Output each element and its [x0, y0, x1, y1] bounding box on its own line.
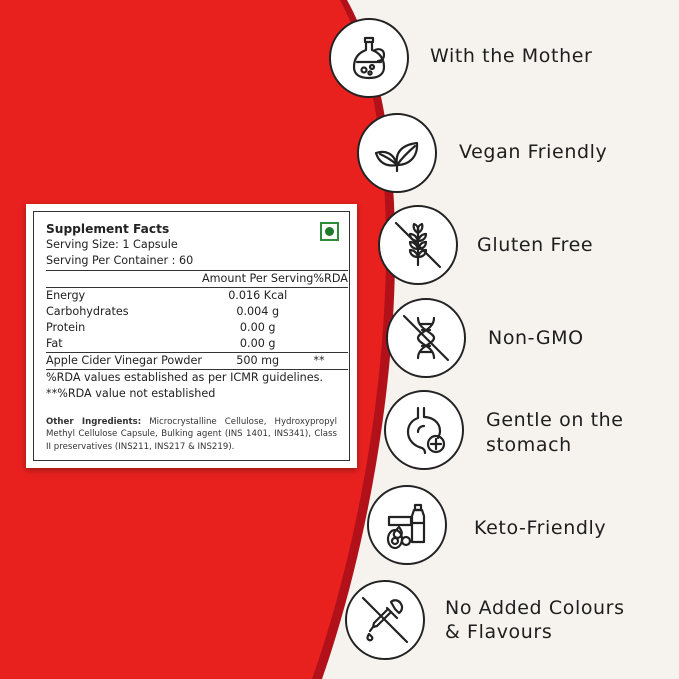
facts-title: Supplement Facts — [46, 222, 170, 236]
supplement-facts-border — [33, 211, 350, 461]
feature-label-gluten: Gluten Free — [477, 234, 594, 256]
table-row: Energy 0.016 Kcal — [46, 289, 288, 302]
feature-label-colours-2: & Flavours — [445, 621, 553, 643]
feature-label-vegan: Vegan Friendly — [459, 141, 608, 163]
other-ingredients — [46, 416, 337, 453]
no-dropper-icon — [345, 580, 425, 660]
stomach-plus-icon — [384, 390, 464, 470]
other-ingredients-label: Other Ingredients: — [46, 417, 142, 427]
supplement-facts-panel — [26, 204, 357, 468]
no-dna-icon — [386, 298, 466, 378]
no-wheat-icon — [378, 205, 458, 285]
feature-label-gmo: Non-GMO — [488, 327, 584, 349]
rda-header: %RDA — [313, 271, 347, 288]
feature-label-stomach-1: Gentle on the — [486, 409, 624, 431]
rda-not-established-note: **%RDA value not established — [46, 387, 216, 400]
table-row: Fat 0.00 g — [46, 337, 276, 350]
feature-label-colours-1: No Added Colours — [445, 597, 625, 619]
feature-label-mother: With the Mother — [430, 45, 593, 67]
other-ingredients-text: Microcrystalline Cellulose, Hydroxypropyl Methyl Cellulose Capsule, Bulking agent (INS 1401, INS341), Class II preservatives (INS211, INS217 & INS219). — [46, 417, 338, 452]
keto-foods-icon — [367, 485, 447, 565]
nutrition-table — [46, 270, 348, 370]
leaves-icon — [357, 113, 437, 193]
table-row: Apple Cider Vinegar Powder 500 mg ** — [46, 353, 348, 370]
feature-label-keto: Keto-Friendly — [474, 517, 607, 539]
serving-size: Serving Size: 1 Capsule — [46, 238, 178, 251]
vinegar-bottle-icon — [329, 18, 409, 98]
table-row: Carbohydrates 0.004 g — [46, 305, 280, 318]
servings-per-container: Serving Per Container : 60 — [46, 254, 194, 267]
table-row: Protein 0.00 g — [46, 321, 276, 334]
rda-note: %RDA values established as per ICMR guidelines. — [46, 371, 324, 384]
table-header-row — [46, 271, 348, 288]
amount-header: Amount Per Serving — [202, 271, 313, 288]
feature-label-stomach-2: stomach — [486, 434, 572, 456]
veg-symbol-icon — [320, 222, 339, 241]
